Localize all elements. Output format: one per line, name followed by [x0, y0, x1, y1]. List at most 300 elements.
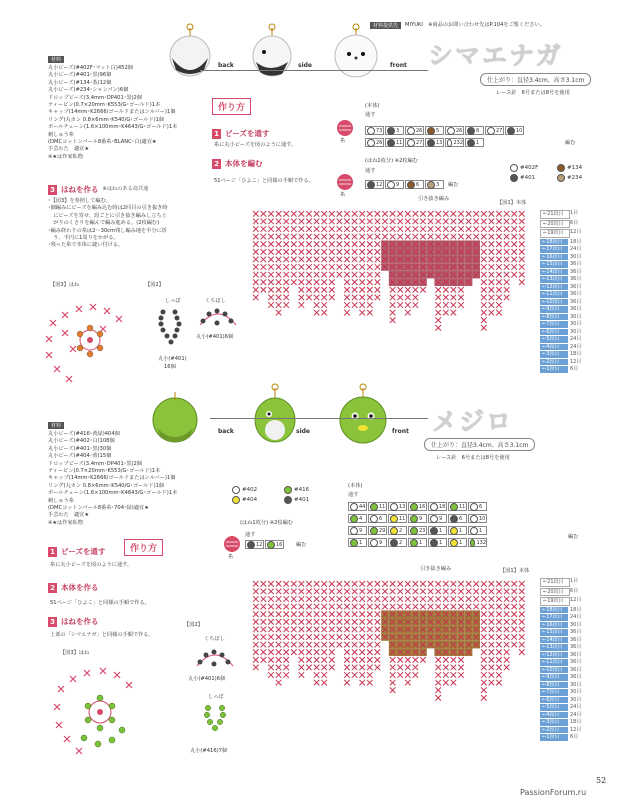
- stitch-mark: [404, 633, 412, 641]
- bead-count: 1: [439, 527, 443, 534]
- mejiro-step-number-2: 2: [48, 583, 57, 593]
- stitch-mark: [413, 302, 419, 308]
- stitch-mark: [481, 234, 487, 240]
- stitch-mark: [419, 248, 427, 256]
- stitch-mark: [344, 634, 350, 640]
- row-label: ←6段目: [540, 329, 568, 336]
- stitch-mark: [489, 611, 495, 617]
- step3-list-item: ･細編みにビーズを編み込む時は2回目の引き抜き時: [48, 205, 168, 212]
- legend-code: #416: [294, 487, 310, 493]
- legend-code: #402F: [520, 165, 539, 171]
- stitch-mark: [496, 211, 502, 217]
- stitch-mark: [375, 226, 381, 232]
- stitch-mark: [268, 211, 274, 217]
- stitch-mark: [489, 272, 495, 278]
- bead-count: 13: [436, 139, 443, 146]
- stitch-mark: [511, 264, 517, 270]
- stitch-mark: [276, 272, 282, 278]
- stitch-mark: [511, 611, 517, 617]
- stitch-mark: [504, 619, 510, 625]
- stitch-mark: [496, 596, 502, 602]
- stitch-mark: [404, 626, 412, 634]
- mejiro-crochet-chart: [252, 578, 532, 738]
- stitch-mark: [428, 604, 434, 610]
- stitch-mark: [389, 263, 397, 271]
- stitch-mark: [481, 279, 487, 285]
- stitch-mark: [291, 279, 297, 285]
- stitch-mark: [276, 249, 282, 255]
- stitch-mark: [451, 295, 457, 301]
- shima-wing-thread-label: 糸: [340, 192, 346, 198]
- bead-count-cell: [445, 138, 464, 147]
- stitch-mark: [450, 248, 458, 256]
- stitch-mark: [359, 619, 365, 625]
- stitch-mark: [465, 626, 473, 634]
- stitch-mark: [489, 596, 495, 602]
- row-stitch-count: 6目: [570, 366, 579, 372]
- row-label: ←8段目: [540, 682, 568, 689]
- stitch-mark: [306, 249, 312, 255]
- stitch-mark: [496, 219, 502, 225]
- stitch-mark: [457, 648, 465, 656]
- stitch-mark: [419, 641, 427, 649]
- stitch-mark: [451, 672, 457, 678]
- stitch-mark: [375, 604, 381, 610]
- stitch-mark: [466, 234, 472, 240]
- stitch-mark: [511, 257, 517, 263]
- stitch-mark: [367, 672, 373, 678]
- stitch-mark: [389, 633, 397, 641]
- mejiro-step1-title: ビーズを通す: [61, 547, 106, 556]
- stitch-mark: [442, 248, 450, 256]
- stitch-mark: [489, 219, 495, 225]
- row-stitch-count: 36目: [570, 261, 582, 267]
- stitch-mark: [458, 226, 464, 232]
- stitch-mark: [496, 295, 502, 301]
- material-item: ボールチェーン(1.6×100mm･K4643/G･ゴールド)1本: [48, 490, 178, 497]
- stitch-mark: [434, 240, 442, 248]
- stitch-mark: [268, 249, 274, 255]
- stitch-mark: [435, 687, 441, 693]
- stitch-mark: [413, 295, 419, 301]
- stitch-mark: [465, 618, 473, 626]
- stitch-mark: [367, 279, 373, 285]
- stitch-mark: [306, 219, 312, 225]
- stitch-mark: [511, 627, 517, 633]
- row-label: ←13段目: [540, 276, 568, 283]
- stitch-mark: [299, 249, 305, 255]
- stitch-mark: [367, 619, 373, 625]
- bead-dot: [350, 539, 358, 547]
- stitch-mark: [367, 264, 373, 270]
- stitch-mark: [314, 611, 320, 617]
- stitch-mark: [404, 271, 412, 279]
- shima-beak-bead: 丸小(#401)6個: [196, 334, 234, 340]
- stitch-mark: [458, 581, 464, 587]
- stitch-mark: [382, 589, 388, 595]
- stitch-mark: [359, 241, 365, 247]
- shima-wing-knit-label: 編む: [448, 182, 459, 188]
- mejiro-chart-label-1: 引き抜き編み: [420, 566, 452, 572]
- stitch-mark: [390, 596, 396, 602]
- stitch-mark: [321, 680, 327, 686]
- stitch-mark: [442, 641, 450, 649]
- mejiro-step2-text: 51ページ「ひよこ」と同様の手順で作る。: [50, 600, 150, 606]
- row-stitch-count: 30目: [570, 681, 582, 688]
- stitch-mark: [419, 271, 427, 279]
- stitch-mark: [489, 672, 495, 678]
- stitch-mark: [359, 302, 365, 308]
- stitch-mark: [314, 680, 320, 686]
- bead-count: 11: [459, 503, 466, 510]
- bead-count: 1: [459, 539, 463, 546]
- stitch-mark: [390, 234, 396, 240]
- stitch-mark: [352, 264, 358, 270]
- mejiro-knit-label: 編む: [568, 534, 579, 540]
- stitch-mark: [276, 279, 282, 285]
- stitch-mark: [299, 279, 305, 285]
- stitch-mark: [481, 295, 487, 301]
- bead-dot: [367, 127, 375, 135]
- stitch-mark: [397, 295, 403, 301]
- stitch-mark: [489, 295, 495, 301]
- row-stitch-count: 30目: [570, 689, 582, 695]
- stitch-mark: [519, 634, 525, 640]
- shima-bird-photos: [160, 22, 400, 87]
- row-stitch-count: 36目: [570, 291, 582, 297]
- stitch-mark: [314, 287, 320, 293]
- stitch-mark: [382, 581, 388, 587]
- stitch-mark: [276, 241, 282, 247]
- stitch-mark: [465, 641, 473, 649]
- stitch-mark: [419, 610, 427, 618]
- stitch-mark: [344, 272, 350, 278]
- stitch-mark: [412, 633, 420, 641]
- stitch-mark: [314, 619, 320, 625]
- stitch-mark: [314, 257, 320, 263]
- stitch-mark: [389, 240, 397, 248]
- stitch-mark: [314, 634, 320, 640]
- materials-label: 材料: [48, 56, 64, 63]
- stitch-mark: [306, 241, 312, 247]
- stitch-mark: [511, 226, 517, 232]
- stitch-mark: [451, 657, 457, 663]
- stitch-mark: [405, 295, 411, 301]
- row-label: ←10段目: [540, 299, 568, 306]
- stitch-mark: [404, 240, 412, 248]
- stitch-mark: [299, 226, 305, 232]
- stitch-mark: [390, 302, 396, 308]
- stitch-mark: [253, 649, 259, 655]
- stitch-mark: [283, 302, 289, 308]
- stitch-mark: [314, 249, 320, 255]
- material-item: 刺しゅう糸: [48, 497, 74, 504]
- stitch-mark: [367, 665, 373, 671]
- bead-count-cell: [428, 502, 447, 511]
- bead-count-cell: [468, 538, 487, 547]
- stitch-mark: [367, 581, 373, 587]
- stitch-mark: [314, 672, 320, 678]
- stitch-mark: [390, 226, 396, 232]
- stitch-mark: [367, 211, 373, 217]
- stitch-mark: [413, 211, 419, 217]
- stitch-mark: [504, 627, 510, 633]
- stitch-mark: [283, 627, 289, 633]
- stitch-mark: [344, 649, 350, 655]
- stitch-mark: [261, 634, 267, 640]
- stitch-mark: [299, 257, 305, 263]
- stitch-mark: [466, 596, 472, 602]
- stitch-mark: [472, 263, 480, 271]
- stitch-mark: [253, 596, 259, 602]
- stitch-mark: [434, 641, 442, 649]
- stitch-mark: [306, 657, 312, 663]
- stitch-mark: [283, 672, 289, 678]
- stitch-mark: [413, 596, 419, 602]
- row-stitch-count: 18目: [570, 351, 582, 357]
- legend-item: [557, 174, 602, 182]
- stitch-mark: [389, 626, 397, 634]
- stitch-mark: [291, 611, 297, 617]
- stitch-mark: [434, 278, 442, 286]
- legend-code: #134: [567, 165, 583, 171]
- stitch-mark: [276, 657, 282, 663]
- stitch-mark: [473, 589, 479, 595]
- bead-count-cell: [368, 526, 387, 535]
- bead-count-cell: [405, 180, 424, 189]
- bead-count-cell: [388, 514, 407, 523]
- stitch-mark: [443, 310, 449, 316]
- step2-title: 本体を編む: [225, 159, 263, 168]
- stitch-mark: [382, 234, 388, 240]
- mejiro-size-info: 仕上がり：直径3.4cm、高さ3.1cm: [424, 438, 535, 451]
- stitch-mark: [375, 581, 381, 587]
- stitch-mark: [397, 211, 403, 217]
- bead-dot: [470, 515, 478, 523]
- stitch-mark: [268, 672, 274, 678]
- stitch-mark: [466, 211, 472, 217]
- material-item: (DMCコットンパール8番糸･BLANC･白)適宜★: [48, 139, 157, 146]
- stitch-mark: [352, 627, 358, 633]
- stitch-mark: [321, 272, 327, 278]
- row-label: ←2段目: [540, 727, 568, 734]
- stitch-mark: [472, 240, 480, 248]
- stitch-mark: [291, 619, 297, 625]
- stitch-mark: [321, 241, 327, 247]
- stitch-mark: [489, 249, 495, 255]
- stitch-mark: [375, 295, 381, 301]
- stitch-mark: [504, 249, 510, 255]
- stitch-mark: [419, 256, 427, 264]
- stitch-mark: [352, 619, 358, 625]
- stitch-mark: [321, 611, 327, 617]
- row-stitch-count: 36目: [570, 651, 582, 658]
- bead-dot: [447, 127, 455, 135]
- stitch-mark: [253, 611, 259, 617]
- shima-chart-label-1: 引き抜き編み: [418, 196, 450, 202]
- stitch-mark: [253, 604, 259, 610]
- stitch-mark: [283, 279, 289, 285]
- stitch-mark: [359, 279, 365, 285]
- row-label: ←1段目: [540, 366, 568, 373]
- shima-tail-label: しっぽ: [165, 298, 181, 304]
- stitch-mark: [375, 279, 381, 285]
- stitch-mark: [283, 295, 289, 301]
- stitch-mark: [359, 234, 365, 240]
- stitch-mark: [405, 665, 411, 671]
- stitch-mark: [458, 211, 464, 217]
- stitch-mark: [352, 665, 358, 671]
- bead-count-cell: [348, 526, 367, 535]
- bead-dot: [467, 127, 475, 135]
- stitch-mark: [457, 271, 465, 279]
- mejiro-fig3-label: 【図3】はね: [60, 650, 90, 656]
- stitch-mark: [344, 234, 350, 240]
- stitch-mark: [504, 211, 510, 217]
- bead-dot: [450, 515, 458, 523]
- stitch-mark: [306, 665, 312, 671]
- row-label: ←11段目: [540, 659, 568, 666]
- stitch-mark: [283, 581, 289, 587]
- stitch-mark: [381, 248, 389, 256]
- legend-item: [557, 164, 602, 172]
- stitch-mark: [253, 257, 259, 263]
- stitch-mark: [472, 618, 480, 626]
- stitch-mark: [412, 271, 420, 279]
- bead-count-cell: [428, 538, 447, 547]
- stitch-mark: [420, 589, 426, 595]
- stitch-mark: [481, 665, 487, 671]
- bead-count-cell: [468, 514, 487, 523]
- legend-code: #401: [294, 497, 310, 503]
- stitch-mark: [511, 619, 517, 625]
- stitch-mark: [442, 271, 450, 279]
- bead-count-cell: [425, 126, 444, 135]
- wing-label: (はね1枚分): [365, 158, 394, 164]
- stitch-mark: [314, 596, 320, 602]
- legend-swatch: [557, 164, 565, 172]
- row-stitch-count: 24目: [570, 711, 582, 718]
- stitch-mark: [352, 657, 358, 663]
- bead-count-cell: [348, 514, 367, 523]
- stitch-mark: [253, 279, 259, 285]
- stitch-mark: [261, 234, 267, 240]
- row-label: ←3段目: [540, 719, 568, 726]
- bead-count: 10: [516, 127, 523, 134]
- stitch-mark: [405, 234, 411, 240]
- stitch-mark: [291, 226, 297, 232]
- stitch-mark: [329, 272, 335, 278]
- stitch-mark: [458, 604, 464, 610]
- step3-list-item: にビーズを寄せ、段ごとに引き抜き編みし立ち上: [48, 212, 167, 219]
- stitch-mark: [344, 287, 350, 293]
- row-label: ←9段目: [540, 674, 568, 681]
- stitch-mark: [489, 627, 495, 633]
- row-label: ←20段目: [540, 220, 570, 229]
- stitch-mark: [381, 626, 389, 634]
- stitch-mark: [443, 219, 449, 225]
- stitch-mark: [489, 642, 495, 648]
- row-label: ←19段目: [540, 229, 570, 238]
- bead-count: 6: [416, 181, 420, 188]
- stitch-mark: [352, 611, 358, 617]
- shima-pass-label: 通す: [365, 112, 376, 118]
- stitch-mark: [291, 211, 297, 217]
- bead-dot: [350, 515, 358, 523]
- mejiro-bird-photos: [145, 382, 415, 452]
- shima-wing-pass-label: 通す: [365, 168, 376, 174]
- stitch-mark: [359, 665, 365, 671]
- shima-step1-head: [212, 128, 269, 139]
- bead-count-cell: [368, 514, 387, 523]
- stitch-mark: [359, 642, 365, 648]
- stitch-mark: [413, 234, 419, 240]
- stitch-mark: [321, 672, 327, 678]
- stitch-mark: [420, 581, 426, 587]
- stitch-mark: [329, 589, 335, 595]
- view-label-back: back: [218, 62, 234, 69]
- stitch-mark: [397, 672, 403, 678]
- row-label: ←10段目: [540, 667, 568, 674]
- stitch-mark: [359, 219, 365, 225]
- stitch-mark: [450, 240, 458, 248]
- stitch-mark: [489, 234, 495, 240]
- stitch-mark: [427, 256, 435, 264]
- bead-count: 12: [376, 181, 383, 188]
- stitch-mark: [344, 657, 350, 663]
- stitch-mark: [329, 211, 335, 217]
- row-stitch-count: 12目: [570, 358, 582, 365]
- stitch-mark: [261, 604, 267, 610]
- stitch-mark: [442, 633, 450, 641]
- material-item: 丸小ビーズ(#234･シャンパン)6個: [48, 87, 129, 94]
- stitch-mark: [496, 619, 502, 625]
- stitch-mark: [344, 596, 350, 602]
- row-label: ←13段目: [540, 644, 568, 651]
- bead-count-cell: [388, 526, 407, 535]
- stitch-mark: [261, 581, 267, 587]
- stitch-mark: [329, 264, 335, 270]
- stitch-mark: [367, 287, 373, 293]
- stitch-mark: [306, 279, 312, 285]
- stitch-mark: [457, 633, 465, 641]
- stitch-mark: [435, 672, 441, 678]
- shima-beak-diagram: [195, 305, 241, 335]
- stitch-mark: [337, 264, 343, 270]
- stitch-mark: [299, 665, 305, 671]
- stitch-mark: [268, 649, 274, 655]
- stitch-mark: [404, 248, 412, 256]
- stitch-mark: [268, 234, 274, 240]
- stitch-mark: [261, 657, 267, 663]
- stitch-mark: [375, 642, 381, 648]
- stitch-mark: [276, 649, 282, 655]
- bead-dot: [387, 139, 395, 147]
- stitch-mark: [375, 596, 381, 602]
- mejiro-title: メジロ: [432, 407, 514, 436]
- stitch-mark: [261, 241, 267, 247]
- stitch-mark: [472, 248, 480, 256]
- mejiro-bead-row-2: [348, 514, 487, 523]
- legend-item: [510, 164, 555, 172]
- bead-count: 9: [359, 527, 363, 534]
- legend-item: [510, 174, 555, 182]
- bead-count: 3: [436, 181, 440, 188]
- row-stitch-count: 24目: [570, 614, 582, 620]
- stitch-mark: [443, 665, 449, 671]
- bead-count-cell: [428, 526, 447, 535]
- bead-dot: [407, 139, 415, 147]
